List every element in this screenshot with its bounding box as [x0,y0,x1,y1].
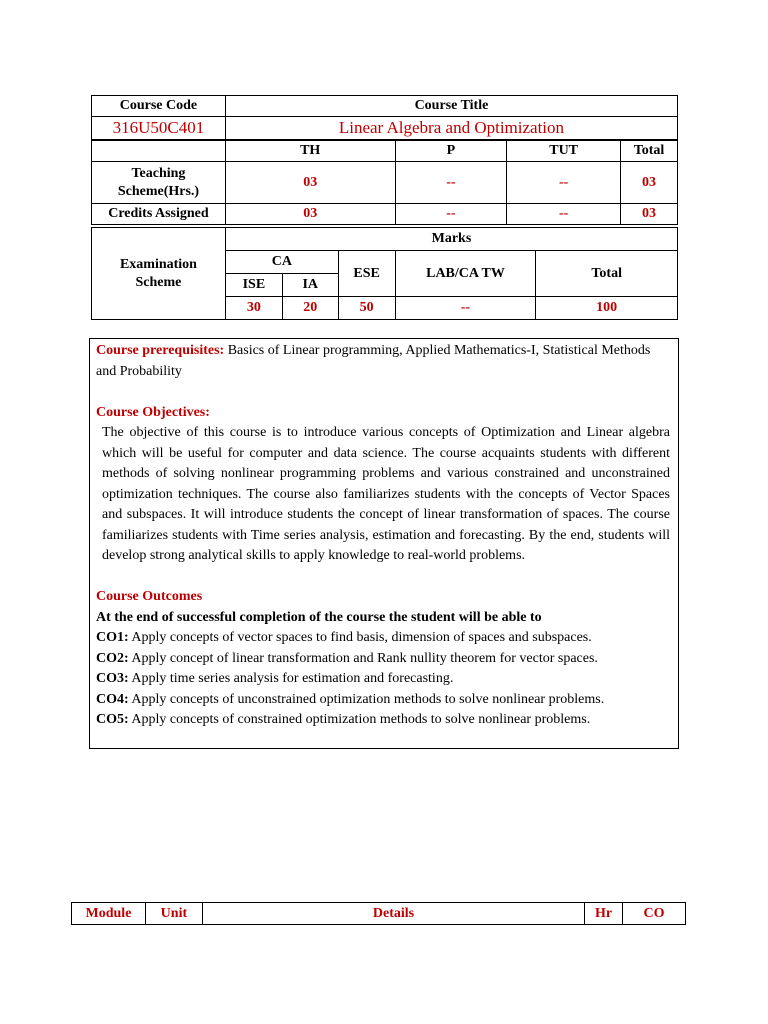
outcome-code: CO3: [96,671,129,686]
prerequisites [96,341,672,382]
course-code-value: 316U50C401 [92,117,226,141]
col-p: P [395,140,507,162]
teaching-th-value: 03 [225,162,395,204]
labca-value: -- [395,297,536,320]
teaching-tut-value: -- [507,162,621,204]
outcome-code: CO4: [96,691,129,707]
outcome-text: Apply concepts of unconstrained optimization methods to solve nonlinear problems. [128,691,605,707]
empty-cell [92,140,226,162]
ise-value: 30 [225,297,282,320]
outcome-item [96,710,672,731]
course-title-value: Linear Algebra and Optimization [225,117,677,141]
credits-total-value: 03 [621,204,678,225]
prereq-label: Course prerequisites: [96,343,225,358]
objectives-label: Course Objectives: [96,404,210,420]
outcome-text: Apply concepts of vector spaces to find basis, dimension of spaces and subspaces. [128,630,592,645]
ise-header: ISE [225,274,282,297]
outcomes-intro: At the end of successful completion of the course the student will be able to [96,609,542,625]
co-header: CO [623,903,686,925]
col-total: Total [621,140,678,162]
course-table [91,95,678,225]
credits-tut-value: -- [507,204,621,225]
labca-header: LAB/CA TW [395,251,536,297]
credits-p-value: -- [395,204,507,225]
outcome-text: Apply concept of linear transformation and Rank nullity theorem for vector spaces. [128,650,598,666]
ese-value: 50 [338,297,395,320]
exam-total-header: Total [536,251,678,297]
outcome-text: Apply time series analysis for estimation and forecasting. [128,671,454,686]
ia-header: IA [282,274,338,297]
teaching-p-value: -- [395,162,507,204]
credits-label: Credits Assigned [92,204,226,225]
outcome-item [96,628,672,649]
objectives-text: The objective of this course is to introduce various concepts of Optimization and Linear algebra which will be useful for computer and data science. The course acquaints students with different methods of solving nonlinear programming problems and various constrained and unconstrained optimization techniques. The course also familiarizes students with the concepts of Vector Spaces and subspaces. It will introduce students the concept of linear transformation of spaces. The course familiarizes students with Time series analysis, estimation and forecasting. By the end, students will develop strong analytical skills to apply knowledge to real-world problems. [102,425,670,563]
marks-header: Marks [225,228,677,251]
details-header: Details [202,903,584,925]
outcome-item [96,669,672,690]
outcome-code: CO5: [96,712,129,727]
course-title-header: Course Title [225,96,677,117]
credits-th-value: 03 [225,204,395,225]
ese-header: ESE [338,251,395,297]
course-code-header: Course Code [92,96,226,117]
col-tut: TUT [507,140,621,162]
module-table [71,902,686,925]
teaching-total-value: 03 [621,162,678,204]
outcome-item [96,690,672,711]
ia-value: 20 [282,297,338,320]
module-header: Module [72,903,146,925]
outcome-code: CO1: [96,630,129,645]
unit-header: Unit [145,903,202,925]
exam-table [91,227,678,320]
col-th: TH [225,140,395,162]
prereq-text: Basics of Linear programming, Applied Mathematics-I, Statistical Methods and Probability [96,343,651,379]
course-info-box [89,338,679,749]
outcome-code: CO2: [96,650,129,666]
outcomes-label: Course Outcomes [96,589,203,604]
outcome-item [96,649,672,670]
ca-header: CA [225,251,338,274]
exam-scheme-label: Examination Scheme [92,228,226,320]
outcome-text: Apply concepts of constrained optimization methods to solve nonlinear problems. [128,712,591,727]
teaching-scheme-label: Teaching Scheme(Hrs.) [92,162,226,204]
exam-total-value: 100 [536,297,678,320]
hr-header: Hr [585,903,623,925]
